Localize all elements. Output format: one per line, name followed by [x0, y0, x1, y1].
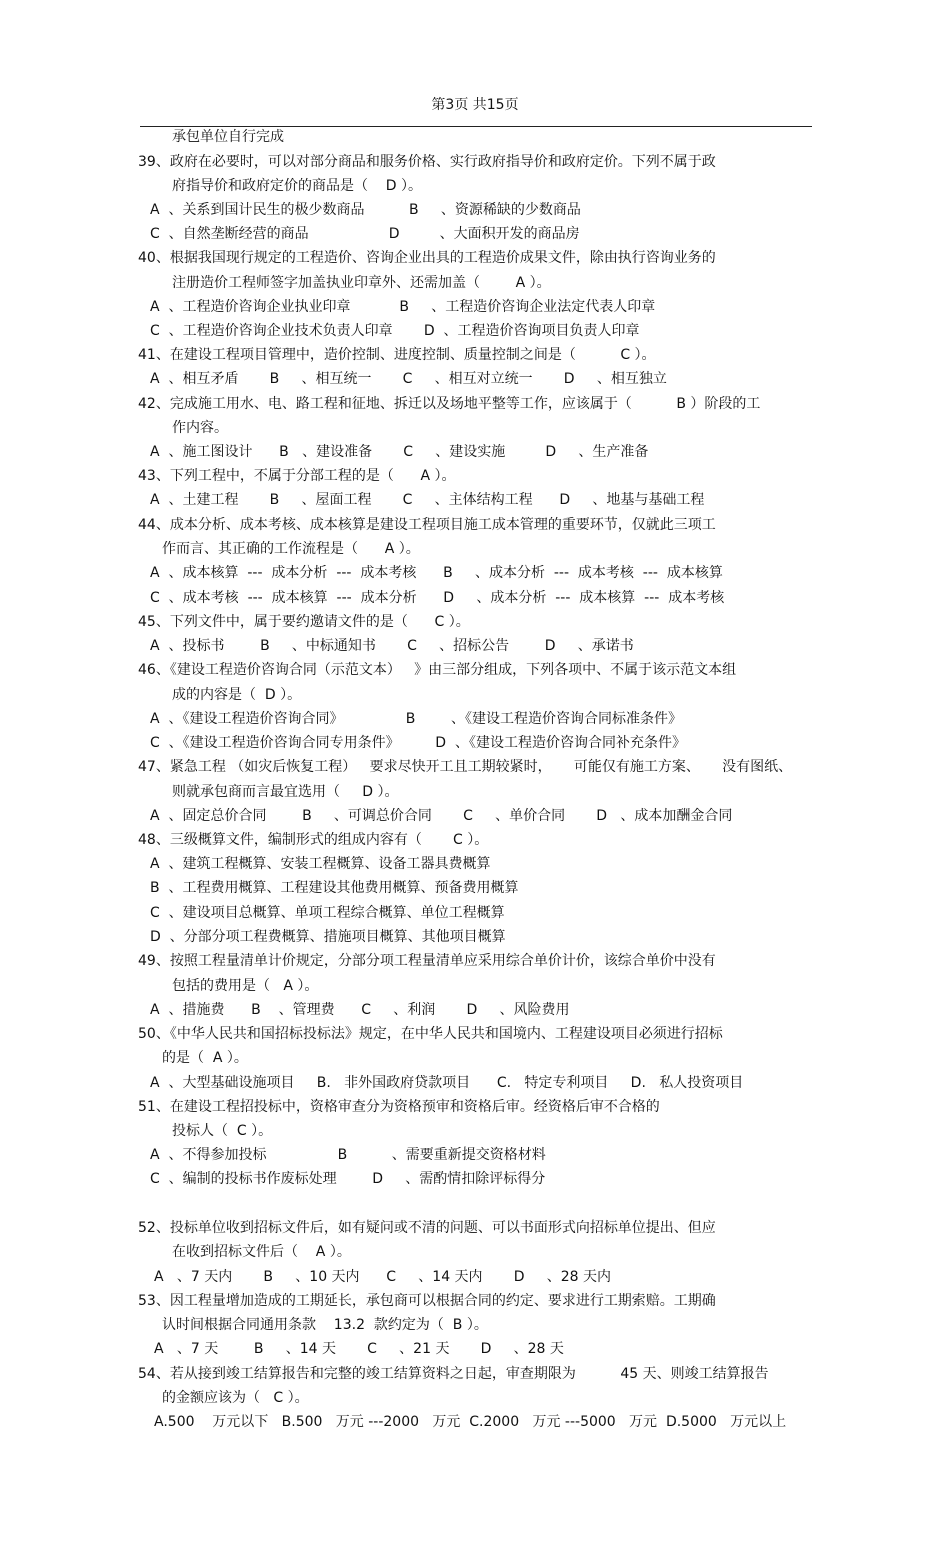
text-line: A 、关系到国计民生的极少数商品 B 、资源稀缺的少数商品 [150, 202, 581, 218]
text-line: 成的内容是（ D ）。 [172, 687, 302, 703]
text-line: A 、《建设工程造价咨询合同》 B 、《建设工程造价咨询合同标准条件》 [150, 711, 682, 727]
text-line: B 、工程费用概算、工程建设其他费用概算、预备费用概算 [150, 880, 519, 896]
text-line: A 、大型基础设施项目 B. 非外国政府贷款项目 C. 特定专利项目 D. 私人投资项目 [150, 1075, 744, 1091]
text-line: C 、自然垄断经营的商品 D 、大面积开发的商品房 [150, 226, 580, 242]
text-line: 46、《建设工程造价咨询合同（示范文本） 》由三部分组成，下列各项中、不属于该示范文本组 [138, 662, 737, 678]
text-line: A 、相互矛盾 B 、相互统一 C 、相互对立统一 D 、相互独立 [150, 371, 667, 387]
text-line: 44、成本分析、成本考核、成本核算是建设工程项目施工成本管理的重要环节，仅就此三项工 [138, 517, 716, 533]
text-line: 41、在建设工程项目管理中，造价控制、进度控制、质量控制之间是（ C ）。 [138, 347, 656, 363]
text-line: C 、成本考核 --- 成本核算 --- 成本分析 D 、成本分析 --- 成本核算 --- 成本考核 [150, 590, 725, 606]
text-line: A 、措施费 B 、管理费 C 、利润 D 、风险费用 [150, 1002, 570, 1018]
text-line: 42、完成施工用水、电、路工程和征地、拆迁以及场地平整等工作，应该属于（ B ）阶段的工 [138, 396, 761, 412]
text-line: 府指导价和政府定价的商品是（ D ）。 [172, 178, 423, 194]
text-line: 投标人（ C ）。 [172, 1123, 273, 1139]
text-line: 45、下列文件中，属于要约邀请文件的是（ C ）。 [138, 614, 470, 630]
text-line: 包括的费用是（ A ）。 [172, 978, 319, 994]
text-line: A 、土建工程 B 、屋面工程 C 、主体结构工程 D 、地基与基础工程 [150, 492, 705, 508]
text-line: 53、因工程量增加造成的工期延长，承包商可以根据合同的约定、要求进行工期索赔。工期确 [138, 1293, 716, 1309]
text-line: A.500 万元以下 B.500 万元 ---2000 万元 C.2000 万元 ---5000 万元 D.5000 万元以上 [154, 1414, 787, 1430]
text-line: 40、根据我国现行规定的工程造价、咨询企业出具的工程造价成果文件，除由执行咨询业务的 [138, 250, 716, 266]
text-line: A 、7 天内 B 、10 天内 C 、14 天内 D 、28 天内 [154, 1269, 611, 1285]
text-line: D 、分部分项工程费概算、措施项目概算、其他项目概算 [150, 929, 506, 945]
text-line: 承包单位自行完成 [172, 129, 284, 145]
text-line: A 、7 天 B 、14 天 C 、21 天 D 、28 天 [154, 1341, 564, 1357]
text-line: 43、下列工程中，不属于分部工程的是（ A ）。 [138, 468, 456, 484]
text-line: 48、三级概算文件，编制形式的组成内容有（ C ）。 [138, 832, 489, 848]
header-rule [140, 126, 812, 127]
text-line: 则就承包商而言最宜选用（ D ）。 [172, 784, 399, 800]
text-line: A 、施工图设计 B 、建设准备 C 、建设实施 D 、生产准备 [150, 444, 649, 460]
text-line: A 、不得参加投标 B 、需要重新提交资格材料 [150, 1147, 546, 1163]
text-line: 认时间根据合同通用条款 13.2 款约定为（ B ）。 [162, 1317, 488, 1333]
text-line: 注册造价工程师签字加盖执业印章外、还需加盖（ A ）。 [172, 275, 551, 291]
text-line: 作而言、其正确的工作流程是（ A ）。 [162, 541, 420, 557]
text-line: 51、在建设工程招投标中，资格审查分为资格预审和资格后审。经资格后审不合格的 [138, 1099, 660, 1115]
text-line: 的金额应该为（ C ）。 [162, 1390, 309, 1406]
text-line: A 、投标书 B 、中标通知书 C 、招标公告 D 、承诺书 [150, 638, 634, 654]
text-line: 52、投标单位收到招标文件后，如有疑问或不清的问题、可以书面形式向招标单位提出、但应 [138, 1220, 716, 1236]
text-line: C 、《建设工程造价咨询合同专用条件》 D 、《建设工程造价咨询合同补充条件》 [150, 735, 686, 751]
text-line: 的是（ A ）。 [162, 1050, 248, 1066]
text-line: A 、建筑工程概算、安装工程概算、设备工器具费概算 [150, 856, 491, 872]
text-line: C 、工程造价咨询企业技术负责人印章 D 、工程造价咨询项目负责人印章 [150, 323, 640, 339]
text-line: A 、工程造价咨询企业执业印章 B 、工程造价咨询企业法定代表人印章 [150, 299, 656, 315]
text-line: A 、固定总价合同 B 、可调总价合同 C 、单价合同 D 、成本加酬金合同 [150, 808, 733, 824]
text-line: 49、按照工程量清单计价规定，分部分项工程量清单应采用综合单价计价，该综合单价中没有 [138, 953, 716, 969]
text-line: C 、建设项目总概算、单项工程综合概算、单位工程概算 [150, 905, 505, 921]
text-line: 作内容。 [172, 420, 228, 436]
text-line: 在收到招标文件后（ A ）。 [172, 1244, 351, 1260]
page-header: 第3页 共15页 [431, 97, 519, 113]
text-line: A 、成本核算 --- 成本分析 --- 成本考核 B 、成本分析 --- 成本考核 --- 成本核算 [150, 565, 723, 581]
text-line: C 、编制的投标书作废标处理 D 、需酌情扣除评标得分 [150, 1171, 546, 1187]
text-line: 50、《中华人民共和国招标投标法》规定，在中华人民共和国境内、工程建设项目必须进行招标 [138, 1026, 723, 1042]
text-line: 39、政府在必要时，可以对部分商品和服务价格、实行政府指导价和政府定价。下列不属于政 [138, 154, 716, 170]
text-line: 54、若从接到竣工结算报告和完整的竣工结算资料之日起，审查期限为 45 天、则竣工结算报告 [138, 1366, 769, 1382]
text-line: 47、紧急工程 （如灾后恢复工程） 要求尽快开工且工期较紧时， 可能仅有施工方案、 没有图纸、 [138, 759, 793, 775]
